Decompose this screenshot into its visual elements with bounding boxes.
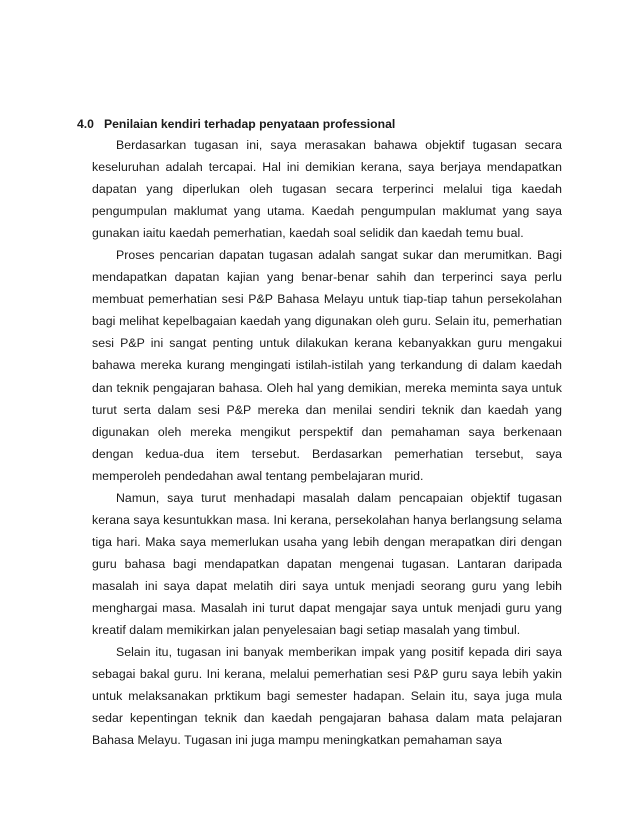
section-body — [92, 134, 562, 751]
section-title: Penilaian kendiri terhadap penyataan professional — [104, 117, 396, 131]
paragraph-1: Berdasarkan tugasan ini, saya merasakan bahawa objektif tugasan secara keseluruhan adalah tercapai. Hal ini demikian kerana, saya berjaya mendapatkan dapatan yang diperlukan oleh tugasan secara terperinci melalui tiga kaedah pengumpulan maklumat yang utama. Kaedah pengumpulan maklumat yang saya gunakan iaitu kaedah pemerhatian, kaedah soal selidik dan kaedah temu bual. — [92, 138, 562, 241]
section-number: 4.0 — [77, 117, 94, 131]
paragraph-4: Selain itu, tugasan ini banyak memberikan impak yang positif kepada diri saya sebagai bakal guru. Ini kerana, melalui pemerhatian sesi P&P guru saya lebih yakin untuk melaksanakan prktikum bagi semester hadapan. Selain itu, saya juga mula sedar kepentingan teknik dan kaedah pengajaran bahasa dalam mata pelajaran Bahasa Melayu. Tugasan ini juga mampu meningkatkan pemahaman saya — [92, 645, 562, 748]
paragraph-2: Proses pencarian dapatan tugasan adalah sangat sukar dan merumitkan. Bagi mendapatkan dapatan kajian yang benar-benar sahih dan terperinci saya perlu membuat pemerhatian sesi P&P Bahasa Melayu untuk tiap-tiap tahun persekolahan bagi melihat kepelbagaian kaedah yang digunakan oleh guru. Selain itu, pemerhatian sesi P&P ini sangat penting untuk dilakukan kerana kebanyakkan guru mengakui bahawa mereka kurang mengingati istilah-istilah yang terkandung di dalam kaedah dan teknik pengajaran bahasa. Oleh hal yang demikian, mereka meminta saya untuk turut serta dalam sesi P&P mereka dan menilai sendiri teknik dan kaedah yang digunakan oleh mereka mengikut perspektif dan pemahaman saya berkenaan dengan kedua-dua item tersebut. Berdasarkan pemerhatian tersebut, saya memperoleh pendedahan awal tentang pembelajaran murid. — [92, 248, 562, 483]
paragraph-3: Namun, saya turut menhadapi masalah dalam pencapaian objektif tugasan kerana saya kesuntukkan masa. Ini kerana, persekolahan hanya berlangsung selama tiga hari. Maka saya memerlukan usaha yang lebih dengan merapatkan diri dengan guru bahasa bagi mendapatkan dapatan mengenai tugasan. Lantaran daripada masalah ini saya dapat melatih diri saya untuk menjadi seorang guru yang lebih menghargai masa. Masalah ini turut dapat mengajar saya untuk menjadi guru yang kreatif dalam memikirkan jalan penyelesaian bagi setiap masalah yang timbul. — [92, 490, 562, 638]
section-heading — [77, 117, 395, 131]
